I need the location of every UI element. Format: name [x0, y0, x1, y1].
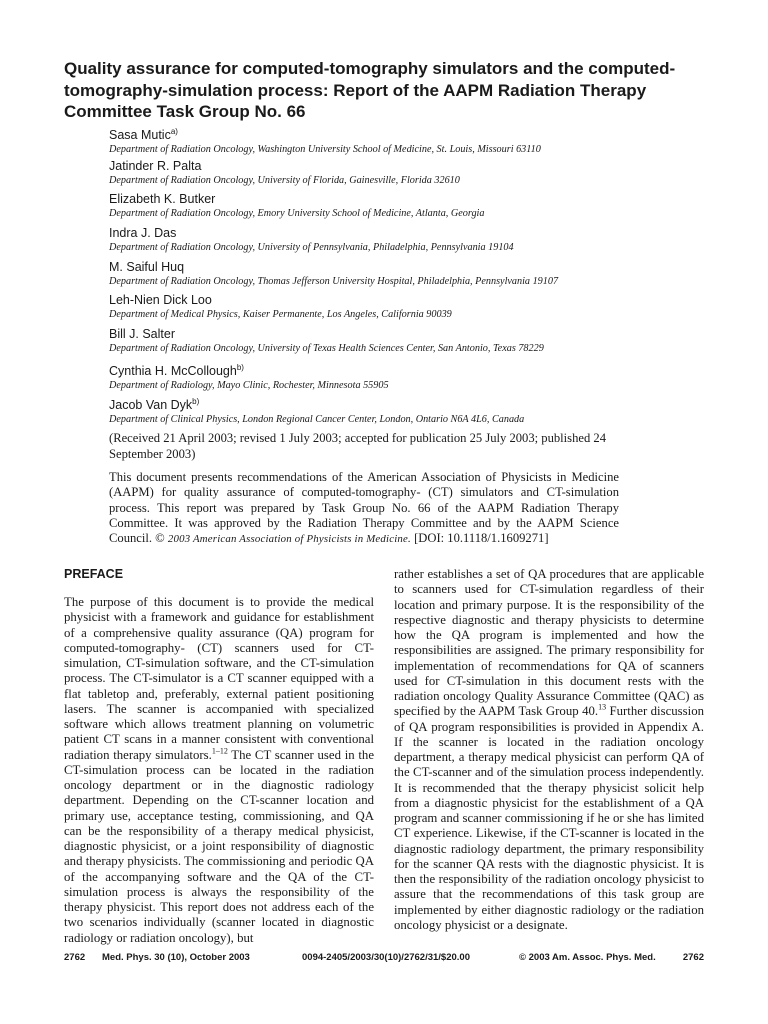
section-heading: PREFACE — [64, 567, 124, 581]
author-affiliation: Department of Radiation Oncology, Emory University School of Medicine, Atlanta, Georgia — [109, 208, 485, 220]
author-entry — [109, 225, 719, 259]
page-number: 2762 — [64, 952, 86, 963]
author-name: Jacob Van Dyk — [109, 397, 193, 412]
author-list — [109, 124, 719, 427]
body-column-right — [394, 567, 704, 933]
author-entry — [109, 191, 719, 225]
author-entry — [109, 394, 719, 428]
doi-link[interactable]: [DOI: 10.1118/1.1609271] — [414, 531, 549, 546]
author-affiliation: Department of Radiology, Mayo Clinic, Rochester, Minnesota 55905 — [109, 379, 389, 391]
author-affiliation: Department of Radiation Oncology, Washington University School of Medicine, St. Louis, Missouri 63110 — [109, 144, 541, 156]
author-name: Jatinder R. Palta — [109, 158, 202, 173]
author-entry — [109, 292, 719, 326]
author-affiliation: Department of Radiation Oncology, University of Texas Health Sciences Center, San Antonio, Texas 78229 — [109, 343, 544, 355]
author-footnote-mark: b) — [236, 362, 244, 372]
author-entry — [109, 360, 719, 394]
author-name: Cynthia H. McCollough — [109, 363, 237, 378]
author-entry — [109, 259, 719, 293]
reference-citation[interactable]: 13 — [598, 702, 607, 712]
author-footnote-mark: b) — [192, 396, 200, 406]
author-entry — [109, 124, 719, 158]
issn-code: 0094-2405/2003/30(10)/2762/31/$20.00 — [302, 952, 470, 963]
body-paragraph: rather establishes a set of QA procedures that are applicable to scanners used for CT-simulation regardless of their location and primary purpose. It is the responsibility of the respective diagnostic and therapy physicists to determine how the QA program is implemented and how the responsibilities are assigned. The primary responsibility for implementation of recommendations for QA of scanners used for CT-simulation in this document rests with the radiation oncology Quality Assurance Committee (QAC) as specified by the AAPM Task Group 40.13 Further discussion of QA program responsibilities is provided in Appendix A. If the scanner is located in the radiation oncology department, a therapy medical physicist can perform QA of the CT-scanner and of the simulation process independently. It is recommended that the therapy physicist solicit help from a diagnostic physicist for the establishment of a QA program and scanner commissioning if he or she has limited CT experience. Likewise, if the CT-scanner is located in the diagnostic radiology department, the primary responsibility for the scanner QA rests with the diagnostic physicist. It is then the responsibility of the radiation oncology physicist to assure that the recommendations of this task group are implemented by either diagnostic radiology or the radiation oncology physicist or a designate. — [394, 567, 704, 932]
abstract-text: This document presents recommendations of the American Association of Physicists in Medicine (AAPM) for quality assurance of computed-tomography- (CT) simulators and CT-simulation process. This report was prepared by Task Group No. 66 of the AAPM Radiation Therapy Committee. It was approved by the Radiation Therapy Committee and by the AAPM Science Council. © — [109, 470, 619, 546]
author-entry — [109, 158, 719, 192]
body-paragraph: The purpose of this document is to provide the medical physicist with a framework and guidance for establishment of a comprehensive quality assurance (QA) program for computed-tomography- (CT) scanners used for CT-simulation, CT-simulation software, and the CT-simulation process. The CT-simulator is a CT scanner equipped with a flat tabletop and, preferably, external patient positioning lasers. The scanner is accompanied with specialized software which allows treatment planning on volumetric patient CT scans in a manner consistent with conventional radiation therapy simulators.$^{1-12}$ The CT scanner used in the CT-simulation process can be located in the radiation oncology department or in the diagnostic radiology department. Depending on the CT-scanner location and primary use, acceptance testing, commissioning, and QA can be the responsibility of a therapy medical physicist, diagnostic physicist, or a joint responsibility of diagnostic and therapy physicists. The commissioning and periodic QA of the accompanying software and the QA of the CT-simulation process is always the responsibility of the therapy physicist. This report does not address each of the two scenarios individually (scanner located in diagnostic radiology or radiation oncology), but — [64, 595, 374, 945]
author-name: Leh-Nien Dick Loo — [109, 293, 212, 308]
author-affiliation: Department of Radiation Oncology, Thomas Jefferson University Hospital, Philadelphia, Pennsylvania 19107 — [109, 275, 559, 287]
author-name: Elizabeth K. Butker — [109, 192, 216, 207]
author-footnote-mark: a) — [170, 127, 178, 136]
author-name: Bill J. Salter — [109, 327, 175, 342]
reference-citation[interactable]: 1–12 — [211, 746, 228, 756]
author-name: M. Saiful Huq — [109, 259, 185, 274]
author-name: Indra J. Das — [109, 226, 177, 241]
author-name: Sasa Mutic — [109, 128, 171, 143]
abstract-copyright: 2003 American Association of Physicists in Medicine. — [167, 533, 411, 546]
journal-citation: Med. Phys. 30 (10), October 2003 — [102, 952, 250, 963]
footer-copyright: © 2003 Am. Assoc. Phys. Med. — [519, 952, 656, 963]
author-affiliation: Department of Radiation Oncology, University of Florida, Gainesville, Florida 32610 — [109, 174, 460, 186]
author-entry — [109, 326, 719, 360]
body-column-left — [64, 567, 374, 946]
author-affiliation: Department of Radiation Oncology, University of Pennsylvania, Philadelphia, Pennsylvania 19104 — [109, 242, 514, 254]
page-number: 2762 — [682, 952, 704, 963]
article-title: Quality assurance for computed-tomography simulators and the computed-tomography-simulation process: Report of the AAPM Radiation Therapy Committee Task Group No. 66 — [64, 59, 676, 121]
abstract — [109, 470, 619, 547]
page-footer — [64, 951, 704, 965]
author-affiliation: Department of Clinical Physics, London Regional Cancer Center, London, Ontario N6A 4L6, Canada — [109, 413, 525, 425]
author-affiliation: Department of Medical Physics, Kaiser Permanente, Los Angeles, California 90039 — [109, 309, 452, 321]
publication-history: (Received 21 April 2003; revised 1 July 2003; accepted for publication 25 July 2003; published 24 September 2003) — [109, 431, 607, 461]
